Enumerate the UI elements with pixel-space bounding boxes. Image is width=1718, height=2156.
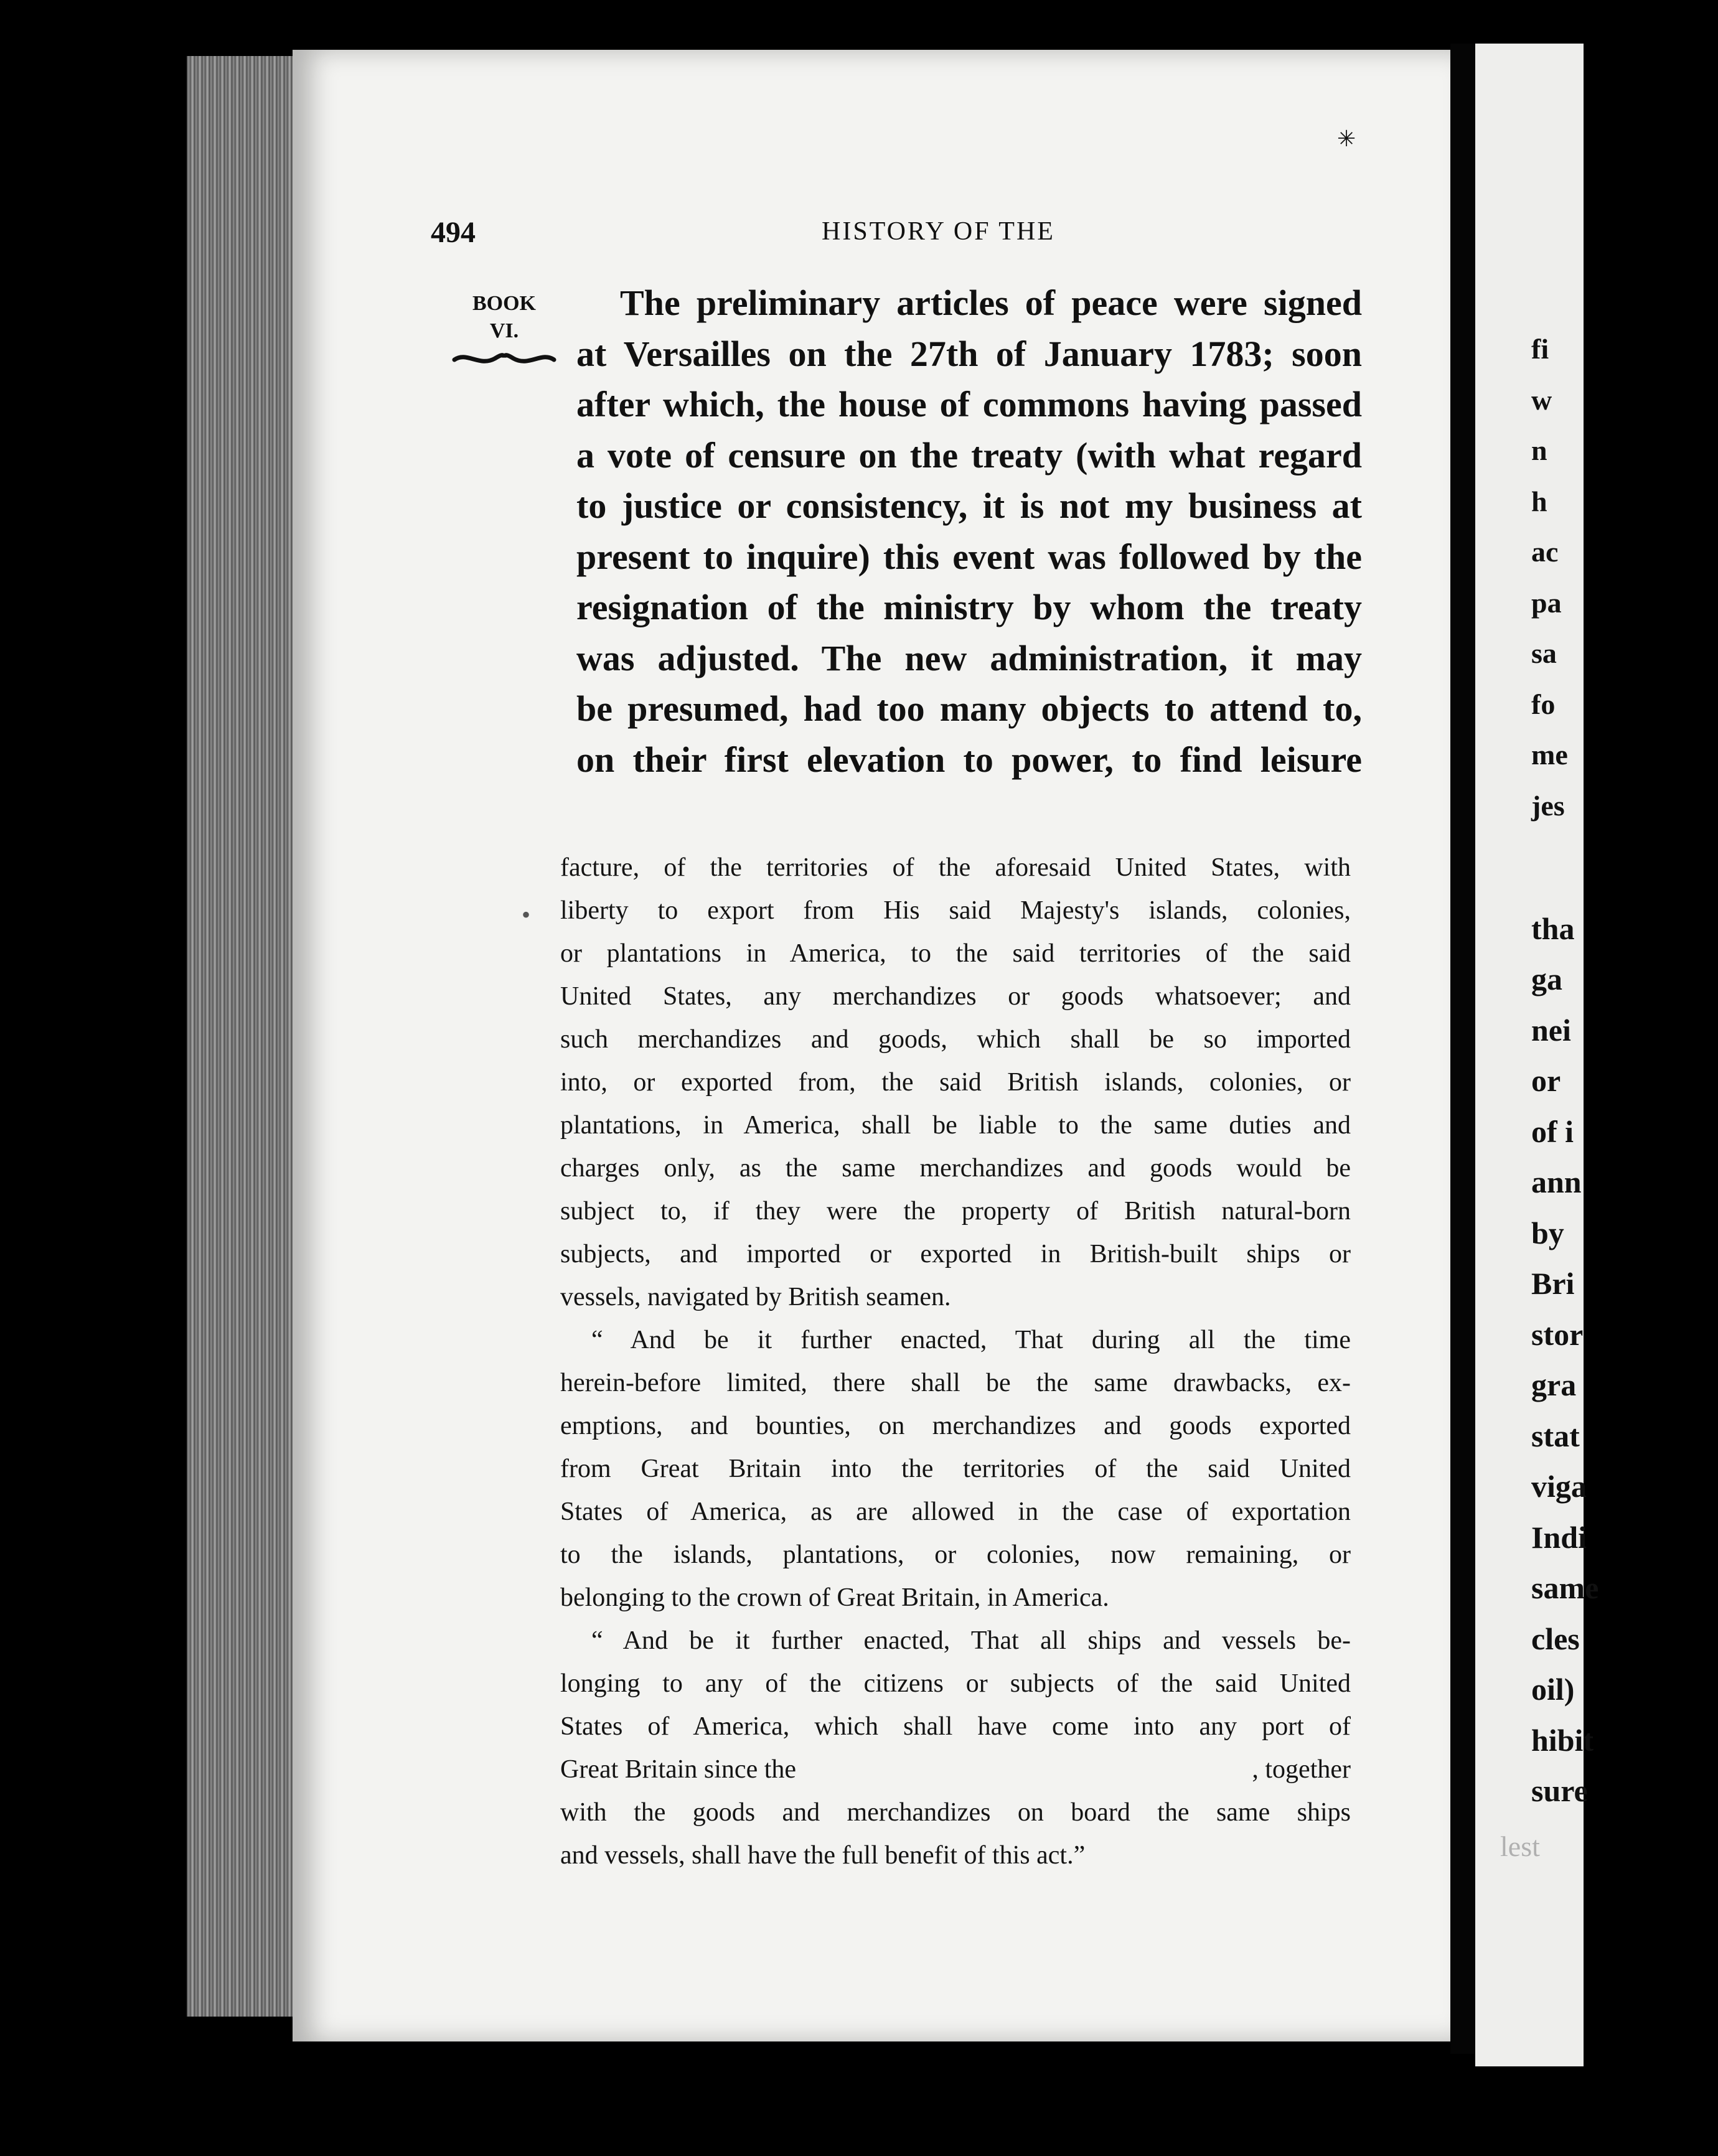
facing-page-word: by: [1531, 1215, 1564, 1250]
facing-page-word: fo: [1531, 688, 1556, 720]
act-line: and vessels, shall have the full benefit of this act.”: [560, 1841, 1086, 1870]
paragraph-line: on their first elevation to power, to find leisure: [576, 739, 1362, 780]
act-line: plantations, in America, shall be liable to the same duties and: [560, 1111, 1351, 1140]
act-line: such merchandizes and goods, which shall be so imported: [560, 1025, 1351, 1054]
act-line: emptions, and bounties, on merchandizes and goods exported: [560, 1412, 1351, 1440]
act-line: belonging to the crown of Great Britain, in America.: [560, 1583, 1109, 1612]
facing-page-word: ga: [1531, 962, 1562, 996]
act-line: herein-before limited, there shall be the same drawbacks, ex-: [560, 1369, 1351, 1397]
blank-date-line: [560, 1748, 1351, 1791]
paragraph-line: was adjusted. The new administration, it may: [576, 637, 1362, 678]
blank-date-line-right: , together: [1252, 1755, 1351, 1784]
act-line: “ And be it further enacted, That all ships and vessels be-: [591, 1626, 1351, 1655]
facing-page-word: pa: [1531, 586, 1562, 619]
side-note: [448, 290, 560, 371]
act-line: liberty to export from His said Majesty's islands, colonies,: [560, 896, 1351, 925]
facing-page-word: me: [1531, 739, 1568, 771]
paragraph-line: The preliminary articles of peace were signed: [620, 283, 1362, 323]
facing-page-word: Bri: [1531, 1266, 1575, 1301]
paragraph-line: after which, the house of commons having passed: [576, 384, 1362, 424]
facing-page-word: sa: [1531, 637, 1557, 669]
page-number: 494: [431, 216, 476, 249]
book-gutter: [1450, 44, 1475, 2054]
act-line: or plantations in America, to the said territories of the said: [560, 939, 1351, 968]
facing-page-word: nei: [1531, 1012, 1571, 1048]
facing-page-word: same: [1531, 1570, 1599, 1605]
facing-page-word: w: [1531, 383, 1552, 416]
paragraph-line: resignation of the ministry by whom the treaty: [576, 587, 1362, 627]
act-line: longing to any of the citizens or subjects of the said United: [560, 1669, 1351, 1698]
act-line: “ And be it further enacted, That during all the time: [591, 1326, 1351, 1354]
facing-page-stray-text: lest: [1500, 1830, 1540, 1862]
margin-dot: •: [522, 901, 531, 929]
quoted-act-tail: [560, 1791, 1351, 1877]
facing-page-word: gra: [1531, 1367, 1577, 1402]
facing-page-word: fi: [1531, 333, 1549, 365]
act-line: States of America, as are allowed in the case of exportation: [560, 1497, 1351, 1526]
book-page-edge: [187, 56, 299, 2017]
facing-page-fragment: [1475, 44, 1599, 2066]
facing-page-word: ac: [1531, 536, 1559, 568]
act-line: States of America, which shall have come into any port of: [560, 1712, 1351, 1741]
facing-page-word: cles: [1531, 1621, 1580, 1656]
facing-page-word: stat: [1531, 1418, 1580, 1453]
blank-date-line-left: Great Britain since the: [560, 1755, 797, 1784]
facing-page-word: stor: [1531, 1316, 1584, 1352]
act-line: to the islands, plantations, or colonies, now remaining, or: [560, 1540, 1351, 1569]
quoted-act-lines: [560, 846, 1351, 1748]
facing-page-word: n: [1531, 434, 1547, 466]
paragraph-line: be presumed, had too many objects to attend to,: [576, 688, 1362, 729]
facing-page-word: h: [1531, 485, 1547, 517]
act-line: into, or exported from, the said British islands, colonies, or: [560, 1068, 1351, 1097]
facing-page-word: hibit: [1531, 1722, 1594, 1758]
facing-page-word: Indi: [1531, 1519, 1587, 1555]
main-paragraph: [576, 278, 1362, 785]
ink-speck: ✳: [1337, 126, 1356, 151]
act-line: charges only, as the same merchandizes and goods would be: [560, 1154, 1351, 1183]
facing-page-word: oil): [1531, 1672, 1575, 1707]
act-line: vessels, navigated by British seamen.: [560, 1283, 951, 1311]
facing-page-word: or: [1531, 1063, 1561, 1098]
facing-page-word: ann: [1531, 1165, 1582, 1199]
facing-page-word: viga: [1531, 1469, 1587, 1504]
act-line: facture, of the territories of the aforesaid United States, with: [560, 853, 1351, 882]
paragraph-line: to justice or consistency, it is not my business at: [576, 485, 1362, 526]
facing-page-word: jes: [1531, 789, 1565, 822]
ornament-icon: [451, 346, 557, 371]
act-line: subject to, if they were the property of British natural-born: [560, 1197, 1351, 1226]
quoted-act-text: [560, 846, 1351, 1877]
facing-page-word: of i: [1531, 1113, 1574, 1149]
paragraph-line: a vote of censure on the treaty (with what regard: [576, 434, 1362, 476]
facing-page-word: tha: [1531, 911, 1575, 946]
side-note-number: VI.: [489, 319, 519, 342]
act-line: United States, any merchandizes or goods whatsoever; and: [560, 982, 1351, 1011]
paragraph-line: at Versailles on the 27th of January 1783; soon: [576, 333, 1362, 374]
side-note-book: BOOK: [472, 292, 537, 315]
act-line: subjects, and imported or exported in British-built ships or: [560, 1240, 1351, 1268]
running-head: HISTORY OF THE: [822, 217, 1055, 246]
paragraph-line: present to inquire) this event was followed by the: [576, 536, 1362, 577]
facing-page-word: sure: [1531, 1773, 1588, 1808]
act-line: from Great Britain into the territories of the said United: [560, 1455, 1351, 1483]
act-line: with the goods and merchandizes on board the same ships: [560, 1798, 1351, 1827]
